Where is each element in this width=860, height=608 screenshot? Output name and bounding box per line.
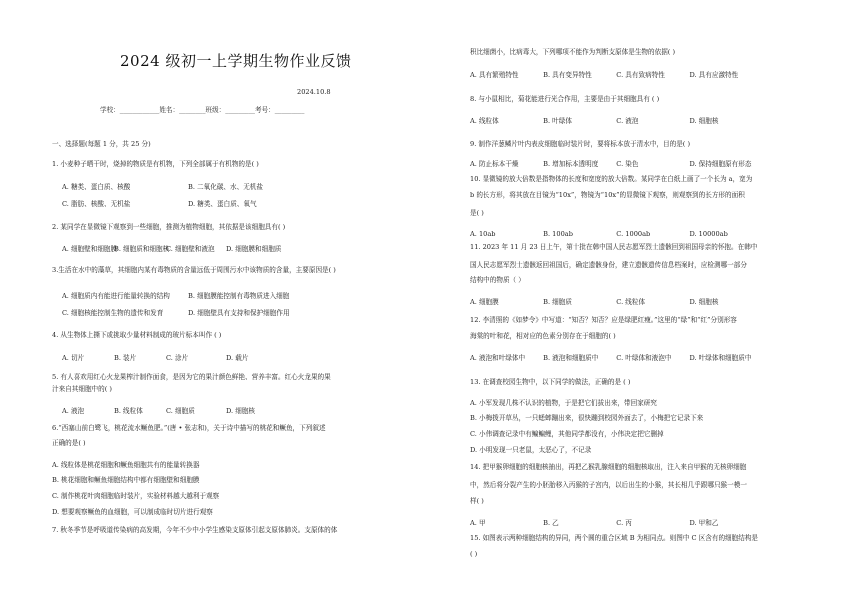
question-line: 7. 秋冬季节是呼吸道传染病的高发期，今年不少中小学生感染支原体引起支原体肺炎。支原体的体 — [52, 526, 338, 534]
option-choice: B. 具有变异特性 — [543, 71, 592, 79]
option-choice: B. 线粒体 — [114, 407, 143, 415]
question-line: ( ) — [470, 550, 478, 558]
option-choice: C. 细胞核能控制生物的遗传和发育 — [62, 309, 164, 317]
option-choice: D. 细胞壁具有支持和保护细胞作用 — [188, 309, 290, 317]
option-choice: A. 防止标本干燥 — [470, 160, 519, 168]
question-line: 12. 李清照的《如梦令》中写道：“知否？知否？应是绿肥红瘦。”这里的“绿”和“红”分别形容 — [470, 316, 737, 324]
option-choice: C. 染色 — [616, 160, 639, 168]
question-line: 3.生活在水中的藻草，其细胞内某有毒物质的含量远低于周围污水中该物质的含量，主要原因是( ) — [52, 266, 336, 274]
option-choice: D. 甲和乙 — [689, 519, 719, 527]
question-line: b 的长方形，将其放在目镜为“10x”，物镜为“10x”的显微镜下观察，则观察到的长方形的面积 — [470, 191, 745, 199]
option-choice: A. 糖类、蛋白质、核酸 — [62, 183, 131, 191]
question-line: 15. 如图表示两种细胞结构的异同，两个圆的重合区域 B 为相同点。则图中 C 区含有的细胞结构是 — [470, 534, 759, 542]
option-choice: C. 具有致病特性 — [616, 71, 665, 79]
student-info-fields: 学校：____________姓名：________班级：_________考号：_________ — [100, 106, 305, 114]
option-choice: C. 涂片 — [166, 354, 189, 362]
question-line: D. 想要观察鳜鱼的血细胞，可以制成临时切片进行观察 — [52, 508, 213, 516]
question-line: 13. 在调查校园生物中，以下同学的做法，正确的是 ( ) — [470, 378, 631, 386]
option-choice: D. 叶绿体和细胞质中 — [689, 354, 752, 362]
option-choice: B. 细胞膜能控制有毒物质进入细胞 — [188, 292, 290, 300]
option-choice: B. 乙 — [543, 519, 559, 527]
option-choice: C. 线粒体 — [616, 298, 646, 306]
option-choice: B. 液泡和细胞质中 — [543, 354, 599, 362]
question-line: C. 小伟调查记录中有鳊鳊鲤，其他同学都没有，小伟决定把它删掉 — [470, 430, 664, 438]
option-choice: B. 细胞质 — [543, 298, 572, 306]
option-choice: B. 增加标本透明度 — [543, 160, 599, 168]
option-choice: A. 甲 — [470, 519, 486, 527]
question-line: A. 线粒体是桃花细胞和鳜鱼细胞共有的能量转换器 — [52, 461, 200, 469]
question-line: 14. 把甲猴卵细胞的细胞核抽出，再把乙猴乳腺细胞的细胞核取出，注入来自甲猴的无核卵细胞 — [470, 463, 747, 471]
option-choice: C. 叶绿体和液泡中 — [616, 354, 672, 362]
question-line: B. 小梅拨开草丛，一只蟋蟀蹦出来，很快蹦到校园外面去了，小梅把它记录下来 — [470, 414, 704, 422]
question-line: 国人民志愿军烈士遗骸返回祖国后，确定遗骸身份，建立遗骸遗传信息档案时，应检测哪一部分 — [470, 261, 747, 269]
question-line: 是( ) — [470, 209, 484, 217]
option-choice: B. 100ab — [543, 230, 573, 238]
option-choice: A. 液泡 — [62, 407, 85, 415]
question-line: 10. 显微镜的放大倍数是指物体的长度和宽度的放大倍数。某同学在白纸上画了一个长为 a，宽为 — [470, 175, 753, 183]
question-line: 结构中的物质（ ） — [470, 276, 525, 284]
question-line: 11. 2023 年 11 月 23 日上午，第十批在韩中国人民志愿军烈士遗骸回到祖国母亲的怀抱。在韩中 — [470, 243, 758, 251]
exam-date: 2024.10.8 — [297, 88, 331, 96]
option-choice: C. 细胞质 — [166, 407, 195, 415]
option-choice: D. 糖类、蛋白质、氧气 — [188, 200, 257, 208]
option-choice: B. 装片 — [114, 354, 137, 362]
option-choice: A. 细胞质内有能进行能量转换的结构 — [62, 292, 170, 300]
option-choice: A. 液泡和叶绿体中 — [470, 354, 526, 362]
question-line: 海棠的叶和花，相对应的色素分别存在于细胞的( ) — [470, 332, 616, 340]
question-line: 正确的是( ) — [52, 439, 86, 447]
option-choice: D. 具有应激特性 — [689, 71, 739, 79]
option-choice: C. 细胞壁和液泡 — [166, 245, 215, 253]
question-line: B. 桃花细胞和鳜鱼细胞结构中都有细胞壁和细胞膜 — [52, 476, 200, 484]
option-choice: A. 10ab — [470, 230, 496, 238]
question-line: 6.“西塞山前白鹭飞，桃花流水鳜鱼肥。”(唐 • 张志和)，关于诗中描写的桃花和鳜鱼，下列叙述 — [52, 424, 326, 432]
option-choice: D. 细胞核 — [689, 298, 719, 306]
option-choice: C. 1000ab — [616, 230, 651, 238]
question-line: 样( ) — [470, 497, 484, 505]
option-choice: B. 叶绿体 — [543, 117, 572, 125]
option-choice: C. 液泡 — [616, 117, 639, 125]
option-choice: C. 脂肪、核酸、无机盐 — [62, 200, 131, 208]
question-line: 8. 与小鼠相比，菊花能进行光合作用，主要是由于其细胞具有 ( ) — [470, 95, 660, 103]
question-line: D. 小明发现一只老鼠，太恶心了，不记录 — [470, 446, 592, 454]
question-line: C. 制作桃花叶肉细胞临时装片，实验材料越大越利于观察 — [52, 492, 220, 500]
question-line: 1. 小麦种子晒干时，烧掉的物质是有机物，下列全部属于有机物的是( ) — [52, 160, 259, 168]
page-title: 2024 级初一上学期生物作业反馈 — [120, 52, 352, 70]
option-choice: D. 载片 — [226, 354, 249, 362]
section-heading: 一、选择题(每题 1 分，共 25 分) — [52, 140, 151, 148]
question-line: 4. 从生物体上撕下或挑取少量材料制成的玻片标本叫作 ( ) — [52, 331, 222, 339]
option-choice: A. 切片 — [62, 354, 85, 362]
option-choice: D. 细胞核 — [226, 407, 256, 415]
question-line: 积比细菌小，比病毒大，下列哪项不能作为判断支原体是生物的依据( ) — [470, 48, 676, 56]
option-choice: A. 具有繁殖特性 — [470, 71, 519, 79]
option-choice: D. 10000ab — [689, 230, 728, 238]
question-line: 汁来自其细胞中的( ) — [52, 385, 112, 393]
option-choice: B. 细胞质和细胞核 — [114, 245, 170, 253]
option-choice: D. 保持细胞原有形态 — [689, 160, 752, 168]
option-choice: D. 细胞膜和细胞质 — [226, 245, 282, 253]
option-choice: A. 细胞膜 — [470, 298, 499, 306]
question-line: A. 小军发现几株不认识的植物，于是把它们拔出来，带回家研究 — [470, 399, 657, 407]
option-choice: B. 二氧化碳、水、无机盐 — [188, 183, 263, 191]
option-choice: C. 丙 — [616, 519, 632, 527]
question-line: 5. 有人喜欢用红心火龙果榨汁制作面食，是因为它的果汁颜色鲜艳、营养丰富。红心火龙果的果 — [52, 373, 331, 381]
option-choice: D. 细胞核 — [689, 117, 719, 125]
option-choice: A. 细胞壁和细胞膜 — [62, 245, 118, 253]
question-line: 中，然后将分裂产生的小胚胎移入丙猴的子宫内，以后出生的小猴，其长相几乎跟哪只猴一模一 — [470, 481, 747, 489]
option-choice: A. 线粒体 — [470, 117, 499, 125]
question-line: 2. 某同学在显微镜下观察到一些细胞，推测为植物细胞，其依据是该细胞具有( ) — [52, 223, 286, 231]
question-line: 9. 制作洋葱鳞片叶内表皮细胞临时装片时，要将标本放于清水中，目的是( ) — [470, 140, 691, 148]
